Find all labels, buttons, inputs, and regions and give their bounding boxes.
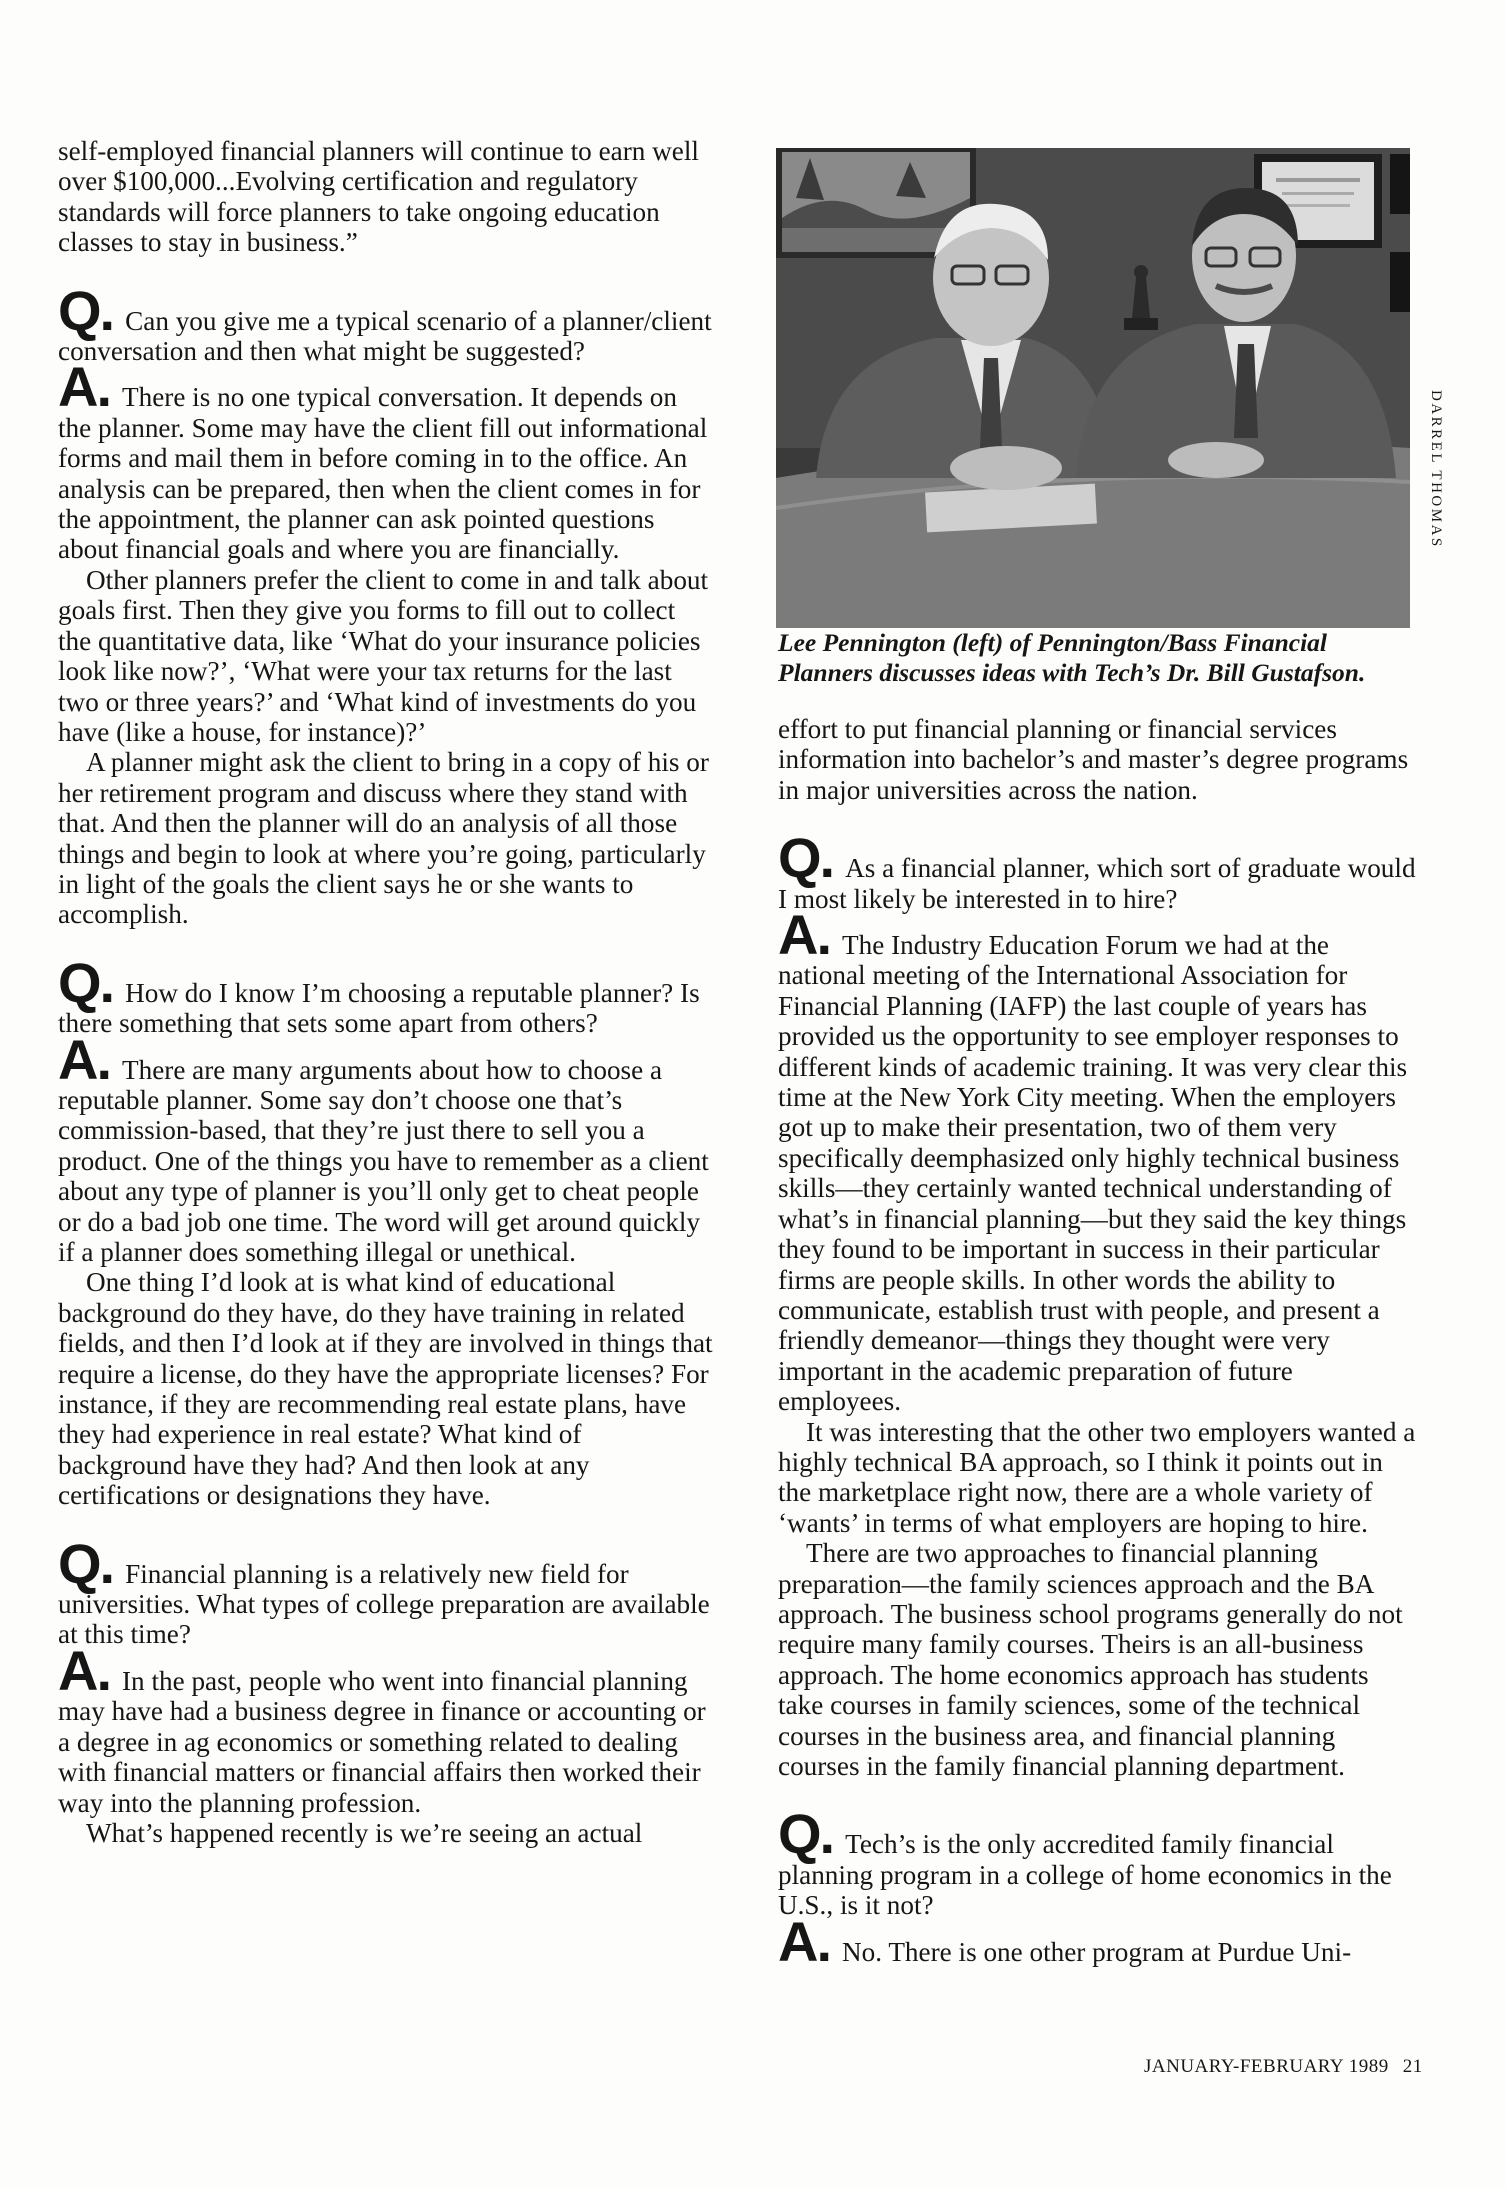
question-3 (58, 1531, 714, 1650)
question-marker: Q. (778, 826, 834, 890)
answer-3-paragraph-1: In the past, people who went into financial planning may have had a business degree in finance or accounting or a degree in ag economics or something related to dealing with financial matters or financial affairs then worked their way into the planning profession. (58, 1665, 706, 1818)
question-marker: Q. (58, 278, 114, 342)
answer-2-paragraph-2: One thing I’d look at is what kind of educational background do they have, do they have training in related fields, and then I’d look at if they are involved in things that require a license, do they have the appropriate licenses? For instance, if they are recommending real estate plans, have they had experience in real estate? What kind of background have they had? And then look at any certifications or designations they have. (58, 1267, 713, 1511)
question-5 (778, 1802, 1418, 1921)
answer-1-paragraph-3: A planner might ask the client to bring in a copy of his or her retirement program and discuss where they stand with that. And then the planner will do an analysis of all those things and begin to look at where you’re going, particularly in light of the goals the client says he or she wants to accomplish. (58, 747, 709, 930)
continuation-paragraph: effort to put financial planning or financial services information into bachelor’s and master’s degree programs in major universities across the nation. (778, 714, 1409, 805)
answer-4-paragraph-1: The Industry Education Forum we had at the national meeting of the International Association for Financial Planning (IAFP) the last couple of years has provided us the opportunity to see employer responses to different kinds of academic training. It was very clear this time at the New York City meeting. When the employers got up to make their presentation, two of them very specifically deemphasized only highly technical business skills—they certainly wanted technical understanding of what’s in financial planning—but they said the key things they found to be important in success in their particular firms are people skills. In other words the ability to communicate, establish trust with people, and present a friendly demeanor—things they thought were very important in the academic preparation of future employees. (778, 930, 1408, 1417)
question-marker: Q. (58, 950, 114, 1014)
answer-1-paragraph-1: There is no one typical conversation. It depends on the planner. Some may have the client fill out informational forms and mail them in before coming in to the office. An analysis can be prepared, then when the client comes in for the appointment, the planner can ask pointed questions about financial goals and where you are financially. (58, 382, 708, 565)
photo-credit (1410, 390, 1450, 590)
answer-1-paragraph-2: Other planners prefer the client to come in and talk about goals first. Then they give you forms to fill out to collect the quantitative data, like ‘What do your insurance policies look like now?’, ‘What were your tax returns for the last two or three years?’ and ‘What kind of investments do you have (like a house, for instance)?’ (58, 564, 709, 747)
photo-caption: Lee Pennington (left) of Pennington/Bass Financial Planners discusses ideas with Tech’s Dr. Bill Gustafson. (778, 628, 1366, 687)
answer-marker: A. (58, 1638, 110, 1702)
answer-2 (58, 1027, 714, 1511)
answer-4 (778, 903, 1418, 1781)
answer-5-text: No. There is one other program at Purdue Uni- (842, 1936, 1352, 1967)
question-4 (778, 826, 1418, 914)
interview-photo (776, 148, 1410, 628)
answer-5 (778, 1909, 1418, 1973)
question-1 (58, 278, 714, 367)
lead-in-paragraph: self-employed financial planners will continue to earn well over $100,000...Evolving certification and regulatory standards will force planners to take ongoing education classes to stay in business.” (58, 136, 699, 258)
question-3-text: Financial planning is a relatively new field for universities. What types of college preparation are available at this time? (58, 1558, 710, 1650)
question-2-text: How do I know I’m choosing a reputable planner? Is there something that sets some apart from others? (58, 977, 700, 1039)
answer-marker: A. (778, 903, 830, 967)
question-marker: Q. (778, 1802, 834, 1866)
answer-3 (58, 1638, 714, 1848)
page-number: 21 (1402, 2056, 1423, 2077)
photo-credit-text: DARREL THOMAS (1428, 390, 1444, 549)
answer-1 (58, 355, 714, 930)
answer-4-paragraph-2: It was interesting that the other two employers wanted a highly technical BA approach, so I think it points out in the marketplace right now, there are a whole variety of ‘wants’ in terms of what employers are hoping to hire. (778, 1416, 1416, 1538)
answer-4-paragraph-3: There are two approaches to financial planning preparation—the family sciences approach and the BA approach. The business school programs generally do not require many family courses. Theirs is an all-business approach. The home economics approach has students take courses in family sciences, some of the technical courses in the business area, and financial planning courses in the family financial planning department. (778, 1538, 1403, 1781)
question-4-text: As a financial planner, which sort of graduate would I most likely be interested in to hire? (778, 853, 1416, 914)
answer-marker: A. (778, 1909, 830, 1973)
left-column (58, 136, 714, 1848)
page-footer (1144, 2056, 1423, 2078)
question-5-text: Tech’s is the only accredited family financial planning program in a college of home economics in the U.S., is it not? (778, 1829, 1392, 1921)
question-1-text: Can you give me a typical scenario of a planner/client conversation and then what might be suggested? (58, 305, 712, 367)
right-column (778, 714, 1418, 1973)
question-marker: Q. (58, 1531, 114, 1595)
answer-marker: A. (58, 355, 110, 419)
question-2 (58, 950, 714, 1039)
answer-marker: A. (58, 1027, 110, 1091)
answer-3-paragraph-2: What’s happened recently is we’re seeing an actual (86, 1817, 643, 1848)
issue-date: JANUARY-FEBRUARY 1989 (1144, 2056, 1389, 2077)
answer-2-paragraph-1: There are many arguments about how to choose a reputable planner. Some say don’t choose one that’s commission-based, that they’re just there to sell you a product. One of the things you have to remember as a client about any type of planner is you’ll only get to cheat people or do a bad job one time. The word will get around quickly if a planner does something illegal or unethical. (58, 1054, 709, 1267)
